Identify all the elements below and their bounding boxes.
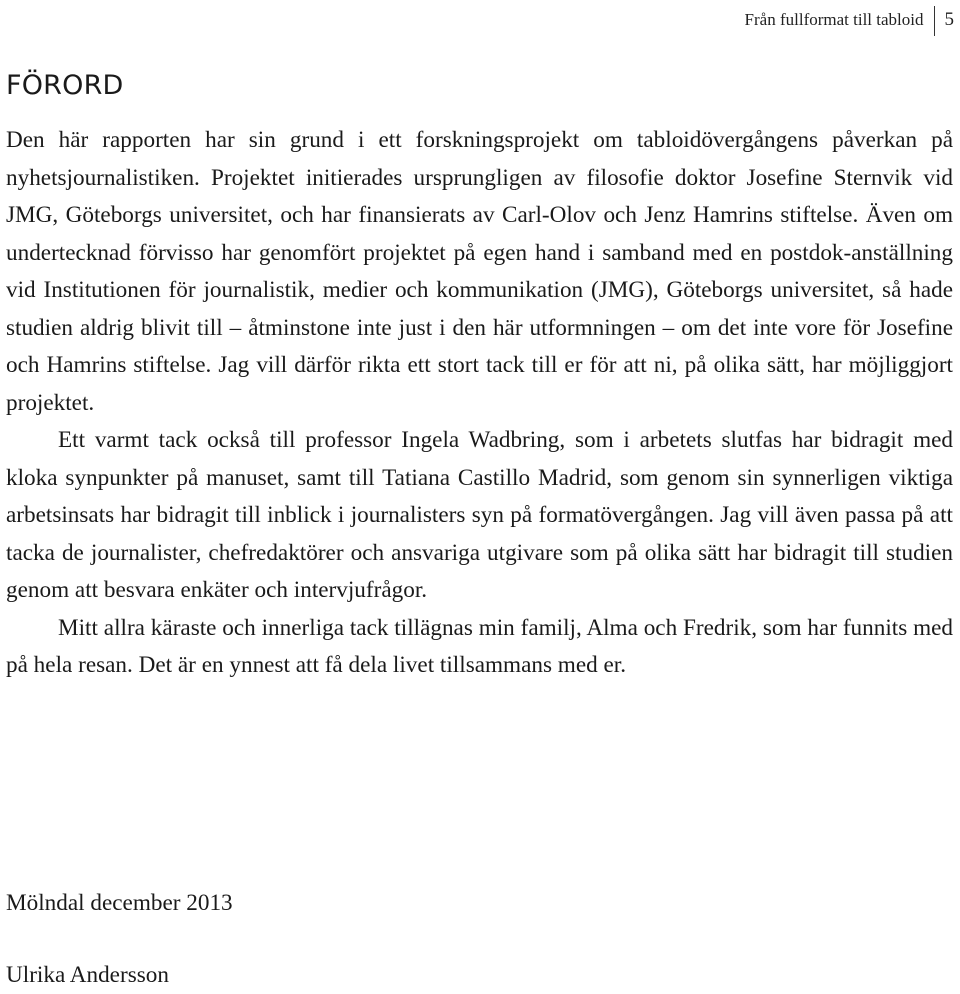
author-name: Ulrika Andersson — [6, 962, 169, 988]
preface-body — [6, 122, 953, 685]
paragraph-1: Den här rapporten har sin grund i ett forskningsprojekt om tabloidövergångens påverkan på nyhetsjournalistiken. Projektet initierades ursprungligen av filosofie doktor Josefine Sternvik vid JMG, Göteborgs universitet, och har finansierats av Carl-Olov och Jenz Hamrins stiftelse. Även om undertecknad förvisso har genomfört projektet på egen hand i samband med en postdok-anställning vid Institutionen för journalistik, medier och kommunikation (JMG), Göteborgs universitet, så hade studien aldrig blivit till – åtminstone inte just i den här utformningen – om det inte vore för Josefine och Hamrins stiftelse. Jag vill därför rikta ett stort tack till er för att ni, på olika sätt, har möjliggjort projektet. — [6, 127, 953, 416]
paragraph-2: Ett varmt tack också till professor Ingela Wadbring, som i arbetets slutfas har bidragit med kloka synpunkter på manuset, samt till Tatiana Castillo Madrid, som genom sin synnerligen viktiga arbetsinsats har bidragit till inblick i journalisters syn på formatövergången. Jag vill även passa på att tacka de journalister, chefredaktörer och ansvariga utgivare som på olika sätt har bidragit till studien genom att besvara enkäter och intervjufrågor. — [6, 427, 953, 603]
running-title: Från fullformat till tabloid — [744, 10, 924, 29]
page-number: 5 — [944, 9, 954, 30]
section-heading: FÖRORD — [6, 70, 124, 101]
running-header — [745, 6, 954, 36]
place-date: Mölndal december 2013 — [6, 890, 233, 916]
paragraph-3: Mitt allra käraste och innerliga tack tillägnas min familj, Alma och Fredrik, som har funnits med på hela resan. Det är en ynnest att få dela livet tillsammans med er. — [6, 614, 953, 678]
